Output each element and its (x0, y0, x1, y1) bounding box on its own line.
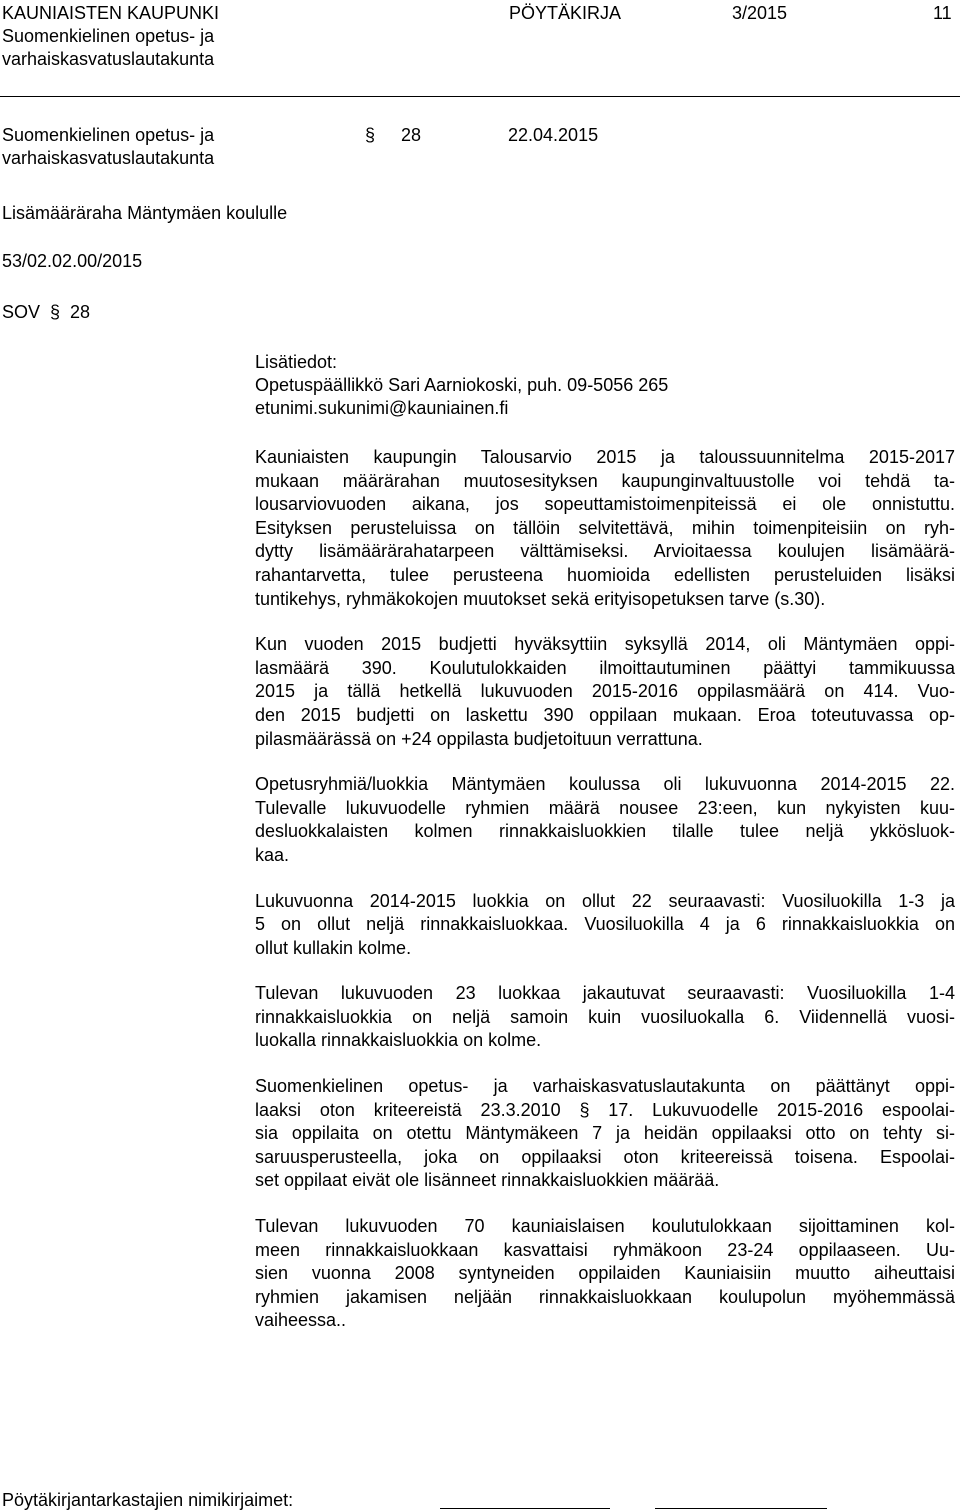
text-line: Opetusryhmiä/luokkia Mäntymäen koulussa oli lukuvuonna 2014-2015 22. (255, 774, 955, 795)
contact-label: Lisätiedot: (255, 352, 338, 372)
text-line: desluokkalaisten kolmen rinnakkaisluokkien tilalle tulee neljä ykkösluok- (255, 821, 955, 842)
body-text (255, 446, 955, 1355)
text-line: Tulevan lukuvuoden 23 luokkaa jakautuvat seuraavasti: Vuosiluokilla 1-4 (255, 983, 955, 1004)
header-divider (0, 96, 960, 97)
text-line: vaiheessa.. (255, 1310, 347, 1331)
text-line: tuntikehys, ryhmäkokojen muutokset sekä erityisopetuksen tarve (s.30). (255, 588, 826, 609)
board-name-line2: varhaiskasvatuslautakunta (2, 49, 215, 69)
text-line: ollut kullakin kolme. (255, 937, 412, 958)
sov-section-number: 28 (70, 302, 91, 322)
board-name-line1: Suomenkielinen opetus- ja (2, 26, 215, 46)
paragraph-admission-criteria (255, 1075, 955, 1193)
text-line: Tulevan lukuvuoden 70 kauniaislaisen koulutulokkaan sijoittaminen kol- (255, 1216, 955, 1237)
text-line: lasmäärä 390. Koulutulokkaiden ilmoittautuminen päättyi tammikuussa (255, 657, 955, 678)
text-line: ryhmien jakamisen neljään rinnakkaisluokkaan koulupolun myöhemmässä (255, 1286, 955, 1307)
meeting-date: 22.04.2015 (508, 125, 599, 145)
text-line: luokalla rinnakkaisluokkia on kolme. (255, 1030, 542, 1051)
text-line: Kun vuoden 2015 budjetti hyväksyttiin syksyllä 2014, oli Mäntymäen oppi- (255, 634, 955, 655)
text-line: rinnakkaisluokkia on neljä samoin kuin vuosiluokalla 6. Viidennellä vuosi- (255, 1006, 955, 1027)
paragraph-next-classes (255, 982, 955, 1053)
body-name-line2: varhaiskasvatuslautakunta (2, 148, 215, 168)
text-line: meen rinnakkaisluokkaan kasvattaisi ryhmäkoon 23-24 oppilaaseen. Uu- (255, 1239, 955, 1260)
text-line: saruusperusteella, joka on oppilaaksi oton kriteereissä toisena. Espoolai- (255, 1146, 955, 1167)
initials-line-1 (440, 1508, 610, 1509)
paragraph-budget-rules (255, 446, 955, 611)
document-type: PÖYTÄKIRJA (509, 3, 622, 23)
text-line: rahantarvetta, tulee perusteena huomioida edellisten perusteluiden lisäksi (255, 564, 955, 585)
text-line: Esityksen perusteluissa on tällöin selvitettävä, mihin toimenpiteisiin on ryh- (255, 517, 955, 538)
text-line: mukaan määrärahan muutosesityksen kaupunginvaltuustolle voi tehdä ta- (255, 470, 955, 491)
text-line: kaa. (255, 844, 290, 865)
text-line: Tulevalle lukuvuodelle ryhmien määrä nousee 23:een, kun nykyisten kuu- (255, 797, 955, 818)
text-line: 5 on ollut neljä rinnakkaisluokkaa. Vuosiluokilla 4 ja 6 rinnakkaisluokkia on (255, 914, 955, 935)
text-line: Suomenkielinen opetus- ja varhaiskasvatuslautakunta on päättänyt oppi- (255, 1076, 955, 1097)
text-line: sien vuonna 2008 syntyneiden oppilaiden Kauniaisiin muutto aiheuttaisi (255, 1263, 955, 1284)
text-line: pilasmäärässä on +24 oppilasta budjetoituun verrattuna. (255, 728, 703, 749)
footer-initials-label: Pöytäkirjantarkastajien nimikirjaimet: (2, 1490, 294, 1510)
text-line: set oppilaat eivät ole lisänneet rinnakkaisluokkien määrää. (255, 1170, 720, 1191)
text-line: den 2015 budjetti on laskettu 390 oppilaan mukaan. Eroa toteutuvassa op- (255, 704, 955, 725)
paragraph-placement (255, 1215, 955, 1333)
text-line: sia oppilaita on otettu Mäntymäkeen 7 ja heidän oppilaaksi otto on tehty si- (255, 1123, 955, 1144)
sov-prefix: SOV (2, 302, 41, 322)
record-number: 53/02.02.00/2015 (2, 251, 143, 271)
contact-email: etunimi.sukunimi@kauniainen.fi (255, 398, 509, 418)
text-line: 2015 ja tällä hetkellä lukuvuoden 2015-2016 oppilasmäärä on 414. Vuo- (255, 681, 955, 702)
text-line: Kauniaisten kaupungin Talousarvio 2015 ja taloussuunnitelma 2015-2017 (255, 447, 955, 467)
text-line: Lukuvuonna 2014-2015 luokkia on ollut 22 seuraavasti: Vuosiluokilla 1-3 ja (255, 890, 955, 911)
page-number: 11 (933, 3, 952, 23)
text-line: laaksi oton kriteereistä 23.3.2010 § 17. Lukuvuodelle 2015-2016 espoolai- (255, 1099, 955, 1120)
body-name-line1: Suomenkielinen opetus- ja (2, 125, 215, 145)
document-number: 3/2015 (732, 3, 788, 23)
sov-section-symbol: § (50, 302, 61, 322)
paragraph-pupil-count (255, 633, 955, 751)
paragraph-current-classes (255, 890, 955, 961)
page-title: Lisämääräraha Mäntymäen koululle (2, 203, 288, 223)
paragraph-groups (255, 773, 955, 867)
section-symbol: § (365, 125, 376, 145)
contact-person: Opetuspäällikkö Sari Aarniokoski, puh. 09-5056 265 (255, 375, 669, 395)
text-line: lousarviovuoden aikana, jos sopeuttamistoimenpiteissä ei ole onnistuttu. (255, 494, 955, 515)
text-line: dytty lisämäärärahatarpeen välttämiseksi. Arvioitaessa koulujen lisämäärä- (255, 541, 955, 562)
org-name: KAUNIAISTEN KAUPUNKI (2, 3, 220, 23)
section-number: 28 (401, 125, 422, 145)
initials-line-2 (655, 1508, 827, 1509)
